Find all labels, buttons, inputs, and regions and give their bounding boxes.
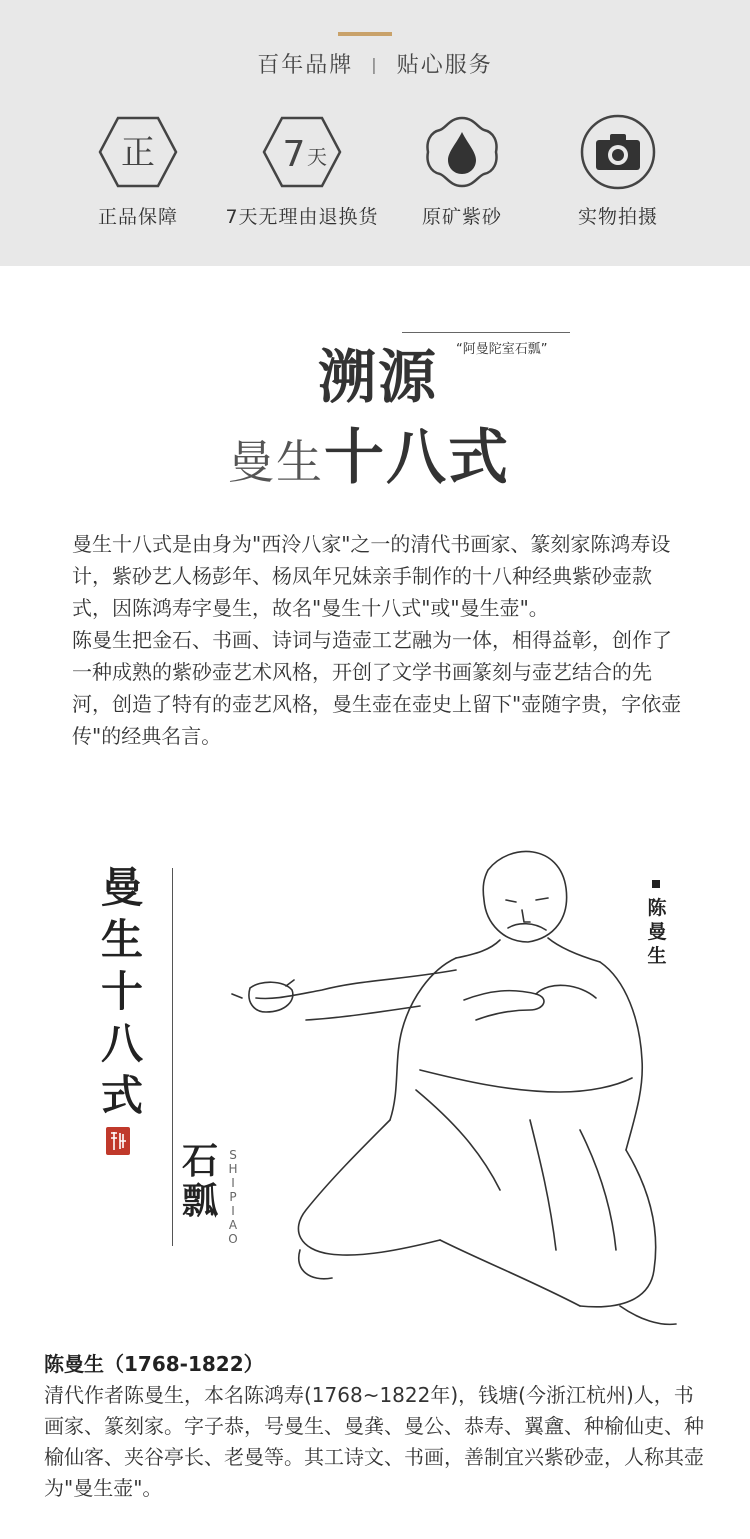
feature-real-photos [538, 112, 698, 229]
seven-days-icon [262, 112, 342, 192]
feature-label: 正品保障 [97, 206, 178, 228]
pinyin-char: S [229, 1148, 237, 1162]
chen-mansheng-portrait [60, 830, 700, 1340]
tagline-separator: | [371, 55, 379, 74]
pinyin-char: I [231, 1204, 235, 1218]
pinyin-char: O [228, 1232, 238, 1246]
shi-piao-pinyin [226, 1148, 240, 1246]
vertical-divider [172, 868, 173, 1246]
pinyin-char: H [228, 1162, 238, 1176]
camera-icon [578, 112, 658, 192]
day-glyph: 天 [307, 145, 327, 169]
vertical-title-char: 八 [100, 1019, 143, 1068]
zheng-glyph: 正 [121, 133, 155, 173]
shi-piao-char: 瓢 [181, 1181, 218, 1222]
intro-text [72, 528, 684, 752]
shi-piao-label [180, 1142, 220, 1222]
portrait-name-char: 曼 [647, 921, 667, 943]
red-seal-stamp [105, 1126, 131, 1156]
pinyin-char: A [228, 1218, 238, 1232]
zheng-hexagon-icon [98, 112, 178, 192]
feature-label: 实物拍摄 [577, 206, 658, 228]
seven-glyph: 7 [282, 134, 306, 175]
vertical-title-char: 生 [100, 915, 143, 964]
bio-text: 清代作者陈曼生，本名陈鸿寿(1768~1822年)，钱塘(今浙江杭州)人，书画家、篆刻家。字子恭，号曼生、曼龚、曼公、恭寿、翼盦、种榆仙吏、种榆仙客、夹谷亭长、老曼等。其工诗文、书画，善制宜兴紫砂壶，人称其壶为"曼生壶"。 [44, 1383, 704, 1500]
page-title: 溯源 [318, 343, 439, 411]
subtitle-light: 曼生 [228, 435, 324, 489]
vertical-title-char: 曼 [100, 863, 143, 912]
tagline-left: 百年品牌 [257, 53, 354, 78]
page-subtitle [228, 410, 510, 496]
feature-label: 7天无理由退换货 [225, 206, 379, 228]
name-bullet [652, 880, 660, 888]
feature-genuine [58, 112, 218, 229]
shi-piao-char: 石 [181, 1141, 218, 1182]
bio-heading: 陈曼生（1768-1822） [44, 1352, 264, 1376]
intro-paragraph: 陈曼生把金石、书画、诗词与造壶工艺融为一体，相得益彰，创作了一种成熟的紫砂壶艺术风格，开创了文学书画篆刻与壶艺结合的先河，创造了特有的壶艺风格，曼生壶在壶史上留下"壶随字贵，字依壶传"的经典名言。 [72, 628, 682, 748]
subtitle-bold: 十八式 [324, 423, 510, 493]
vertical-title-char: 十 [100, 967, 143, 1016]
pinyin-char: P [229, 1190, 237, 1204]
title-note: “阿曼陀室石瓢” [456, 342, 548, 357]
portrait-name [644, 896, 670, 968]
tagline-right: 贴心服务 [396, 53, 493, 78]
accent-bar [338, 32, 392, 36]
feature-label: 原矿紫砂 [421, 206, 502, 228]
portrait-name-char: 陈 [647, 897, 667, 919]
portrait-name-char: 生 [647, 945, 667, 967]
water-drop-icon [422, 112, 502, 192]
pinyin-char: I [231, 1176, 235, 1190]
feature-seven-day-return [222, 112, 382, 229]
brand-tagline [0, 48, 750, 79]
vertical-title-char: 式 [100, 1071, 143, 1120]
vertical-title [100, 862, 144, 1122]
feature-raw-clay [382, 112, 542, 229]
intro-paragraph: 曼生十八式是由身为"西泠八家"之一的清代书画家、篆刻家陈鸿寿设计，紫砂艺人杨彭年、杨凤年兄妹亲手制作的十八种经典紫砂壶款式，因陈鸿寿字曼生，故名"曼生十八式"或"曼生壶"。 [72, 532, 671, 620]
